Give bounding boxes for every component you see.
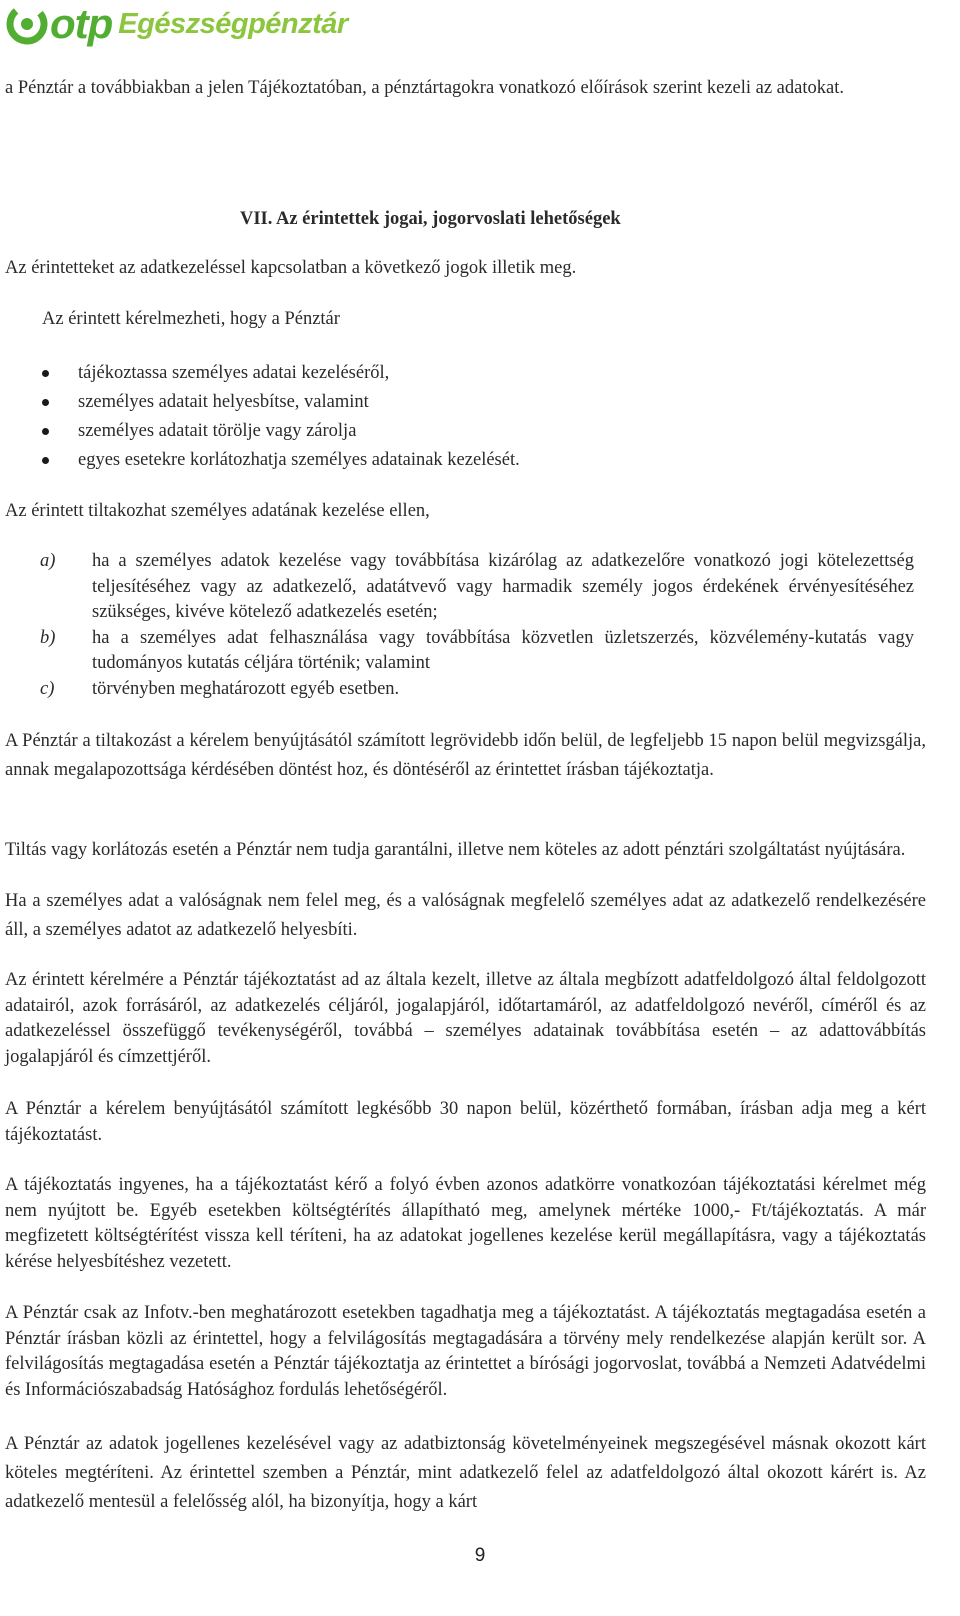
list-item: c) törvényben meghatározott egyéb esetben. bbox=[40, 677, 914, 703]
bullet-icon bbox=[42, 428, 49, 435]
list-item: személyes adatait törölje vagy zárolja bbox=[40, 417, 520, 446]
objection-review-paragraph: A Pénztár a tiltakozást a kérelem benyújtásától számított legrövidebb időn belül, de legfeljebb 15 napon belül megvizsgálja, annak megalapozottsága kérdésében döntést hoz, és döntéséről az érintettet írásban tájékoztatja. bbox=[5, 731, 926, 780]
list-item: tájékoztassa személyes adatai kezeléséről, bbox=[40, 359, 520, 388]
page-number: 9 bbox=[474, 1545, 486, 1566]
damages-paragraph: A Pénztár az adatok jogellenes kezelésével vagy az adatbiztonság követelményeinek megszegésével másnak okozott kárt köteles megtéríteni. Az érintettel szemben a Pénztár, mint adatkezelő felel az adatfeldolgozó által okozott kárért is. Az adatkezelő mentesül a felelősség alól, ha bizonyítja, hogy a kárt bbox=[5, 1434, 926, 1512]
section-title: VII. Az érintettek jogai, jogorvoslati lehetőségek bbox=[240, 209, 621, 229]
request-list bbox=[40, 359, 520, 475]
objection-list bbox=[40, 549, 914, 702]
item-marker: a) bbox=[40, 551, 56, 571]
information-paragraph: Az érintett kérelmére a Pénztár tájékoztatást ad az általa kezelt, illetve az általa megbízott adatfeldolgozó által feldolgozott adatairól, azok forrásáról, az adatkezelés céljáról, jogalapjáról, időtartamáról, az adatfeldolgozó nevéről, címéről és az adatkezeléssel összefüggő tevékenységéről, továbbá – személyes adatainak továbbítása esetén – az adattovábbítás jogalapjáról és címzettjéről. bbox=[5, 970, 926, 1068]
correction-paragraph: Ha a személyes adat a valóságnak nem felel meg, és a valóságnak megfelelő személyes adat az adatkezelő rendelkezésére áll, a személyes adatot az adatkezelő helyesbíti. bbox=[5, 891, 926, 940]
list-item: személyes adatait helyesbítse, valamint bbox=[40, 388, 520, 417]
deadline-paragraph: A Pénztár a kérelem benyújtásától számított legkésőbb 30 napon belül, közérthető formában, írásban adja meg a kért tájékoztatást. bbox=[5, 1099, 926, 1145]
otp-egeszsegpenztar-logo bbox=[6, 2, 348, 46]
intro-paragraph: a Pénztár a továbbiakban a jelen Tájékoztatóban, a pénztártagokra vonatkozó előírások szerint kezeli az adatokat. bbox=[5, 78, 844, 98]
bullet-icon bbox=[42, 399, 49, 406]
item-marker: b) bbox=[40, 627, 56, 648]
logo-otp-text: otp bbox=[50, 0, 113, 47]
list-item: b) ha a személyes adat felhasználása vagy továbbítása közvetlen üzletszerzés, közvélemény-kutatás vagy tudományos kutatás céljára történik; valamint bbox=[40, 627, 914, 673]
otp-swirl-icon bbox=[6, 3, 48, 45]
fee-paragraph: A tájékoztatás ingyenes, ha a tájékoztatást kérő a folyó évben azonos adatkörre vonatkozóan tájékoztatási kérelmet még nem nyújtott be. Egyéb esetekben költségtérítés állapítható meg, amelynek mértéke 1000,- Ft/tájékoztatás. A már megfizetett költségtérítést vissza kell téríteni, ha az adatokat jogellenes kezelése kerül megállapításra, vagy a tájékoztatás kérése helyesbítéshez vezetett. bbox=[5, 1175, 926, 1273]
bullet-icon bbox=[42, 457, 49, 464]
rights-intro: Az érintetteket az adatkezeléssel kapcsolatban a következő jogok illetik meg. bbox=[5, 258, 577, 278]
item-marker: c) bbox=[40, 678, 55, 699]
request-intro: Az érintett kérelmezheti, hogy a Pénztár bbox=[42, 309, 340, 329]
logo-brand-text: Egészségpénztár bbox=[118, 8, 348, 40]
bullet-icon bbox=[42, 370, 49, 377]
list-item: egyes esetekre korlátozhatja személyes adatainak kezelését. bbox=[40, 446, 520, 475]
objection-intro: Az érintett tiltakozhat személyes adatának kezelése ellen, bbox=[5, 501, 430, 521]
refusal-paragraph: A Pénztár csak az Infotv.-ben meghatározott esetekben tagadhatja meg a tájékoztatást. A tájékoztatás megtagadása esetén a Pénztár írásban közli az érintettel, hogy a felvilágosítás megtagadására a törvény mely rendelkezése alapján került sor. A felvilágosítás megtagadása esetén a Pénztár tájékoztatja az érintettet a bírósági jogorvoslat, továbbá a Nemzeti Adatvédelmi és Információszabadság Hatósághoz fordulás lehetőségéről. bbox=[5, 1303, 926, 1401]
list-item: a) ha a személyes adatok kezelése vagy továbbítása kizárólag az adatkezelőre vonatkozó jogi kötelezettség teljesítéséhez vagy az adatkezelő, adatátvevő vagy harmadik személy jogos érdekének érvényesítéséhez szükséges, kivéve kötelező adatkezelés esetén; bbox=[40, 551, 914, 622]
restriction-paragraph: Tiltás vagy korlátozás esetén a Pénztár nem tudja garantálni, illetve nem köteles az adott pénztári szolgáltatást nyújtására. bbox=[5, 840, 906, 860]
